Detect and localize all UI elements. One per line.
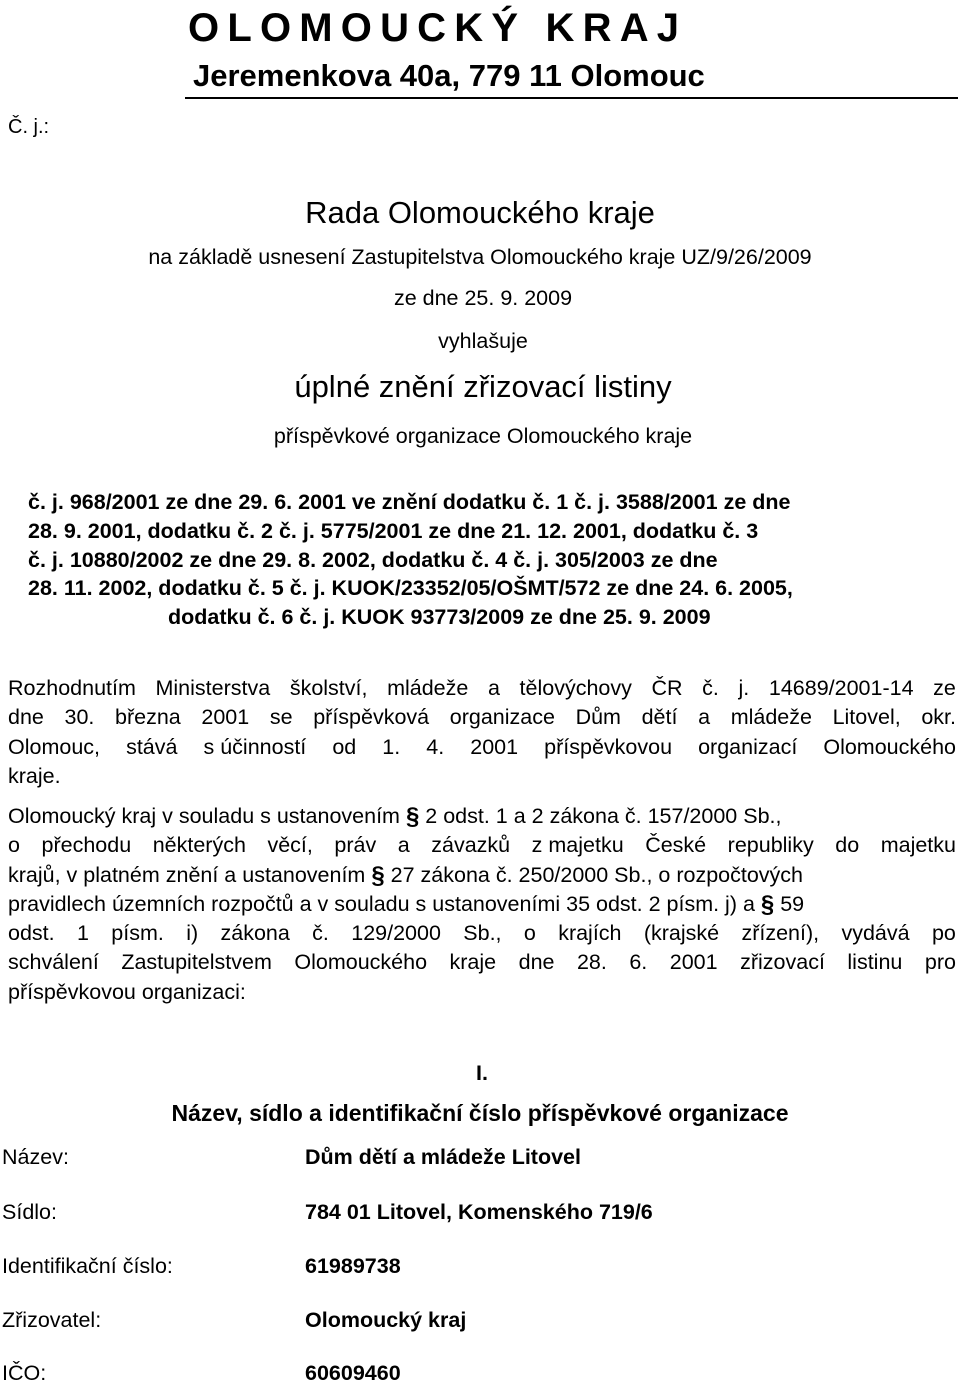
word: Olomouckého <box>823 734 956 759</box>
section-title: Název, sídlo a identifikační číslo příspěvkové organizace <box>171 1100 789 1126</box>
word: Dům <box>575 705 621 730</box>
name-value: Dům dětí a mládeže Litovel <box>305 1145 581 1169</box>
word: organizace <box>449 705 555 730</box>
word: příspěvková <box>313 705 430 730</box>
word: mládeže <box>730 705 812 730</box>
word: dne <box>518 950 555 975</box>
paragraph-line <box>8 703 956 732</box>
word: 129/2000 <box>351 921 441 946</box>
amendment-line: č. j. 968/2001 ze dne 29. 6. 2001 ve znění dodatku č. 1 č. j. 3588/2001 ze dne <box>28 490 791 514</box>
word: 2001 <box>201 705 250 730</box>
word: s účinností <box>203 734 307 759</box>
word: zákona <box>220 921 290 946</box>
word: vydává <box>841 921 910 946</box>
word: zřízení), <box>741 921 820 946</box>
word: po <box>931 921 956 946</box>
paragraph-line <box>8 831 956 860</box>
word: 4. <box>426 734 445 759</box>
paragraph-line <box>8 802 956 831</box>
word: přechodu <box>41 833 132 858</box>
word: j. <box>738 676 750 700</box>
seat-label: Sídlo: <box>2 1200 57 1224</box>
section-number: I. <box>476 1061 488 1085</box>
word: března <box>115 705 181 730</box>
ico-value: 60609460 <box>305 1361 401 1385</box>
word: Ministerstva <box>155 676 271 700</box>
word: Sb., <box>463 921 502 946</box>
id-number-value: 61989738 <box>305 1254 401 1278</box>
word: 14689/2001-14 <box>768 676 914 700</box>
region-address: Jeremenkova 40a, 779 11 Olomouc <box>193 58 705 93</box>
word: písm. <box>111 921 164 946</box>
amendment-line: 28. 11. 2002, dodatku č. 5 č. j. KUOK/23352/05/OŠMT/572 ze dne 24. 6. 2005, <box>28 576 793 601</box>
name-label: Název: <box>2 1145 69 1169</box>
amendment-line: dodatku č. 6 č. j. KUOK 93773/2009 ze dne 25. 9. 2009 <box>168 605 711 630</box>
word: o <box>8 833 20 858</box>
header-divider <box>185 97 958 99</box>
word: stává <box>126 734 178 759</box>
section-sign-icon: § <box>405 803 420 830</box>
word: republiky <box>727 833 814 858</box>
id-number-label: Identifikační číslo: <box>2 1254 173 1278</box>
word: a <box>397 833 410 858</box>
ministry-decision-paragraph <box>8 674 956 791</box>
word: zřizovací <box>740 950 825 975</box>
organization-type: příspěvkové organizace Olomouckého kraje <box>273 424 693 448</box>
paragraph-line: kraje. <box>8 763 61 788</box>
word: č. <box>312 921 329 946</box>
word: mládeže <box>387 676 469 700</box>
seat-value: 784 01 Litovel, Komenského 719/6 <box>305 1200 653 1224</box>
legal-basis-paragraph <box>8 802 956 1007</box>
word: Litovel, <box>832 705 901 730</box>
legal-text: Olomoucký kraj v souladu s ustanovením <box>8 804 406 828</box>
word: 6. <box>629 950 648 975</box>
word: odst. <box>8 921 55 946</box>
paragraph-line <box>8 674 956 703</box>
word: 28. <box>576 950 607 975</box>
word: schválení <box>8 950 99 975</box>
word: 30. <box>64 705 95 730</box>
legal-text: pravidlech územních rozpočtů a v souladu s ustanoveními 35 odst. 2 písm. j) a <box>8 891 761 916</box>
word: a <box>698 705 711 730</box>
word: České <box>645 833 707 858</box>
word: věcí, <box>267 833 313 858</box>
word: ČR <box>651 676 683 700</box>
word: některých <box>152 833 246 858</box>
word: Zastupitelstvem <box>121 950 272 975</box>
word: tělovýchovy <box>519 676 632 700</box>
council-heading: Rada Olomouckého kraje <box>305 195 655 230</box>
word: dne <box>8 705 44 730</box>
word: 1 <box>76 921 89 946</box>
document-title: úplné znění zřizovací listiny <box>294 369 672 404</box>
word: Olomouc, <box>8 734 101 759</box>
section-sign-icon: § <box>760 890 775 918</box>
word: závazků <box>431 833 511 858</box>
word: dětí <box>641 705 678 730</box>
word: Rozhodnutím <box>8 676 136 700</box>
word: krajích <box>558 921 622 946</box>
word: 2001 <box>669 950 718 975</box>
resolution-basis: na základě usnesení Zastupitelstva Olomouckého kraje UZ/9/26/2009 <box>148 245 812 269</box>
legal-text: 27 zákona č. 250/2000 Sb., o rozpočtových <box>384 862 803 887</box>
announces-text: vyhlašuje <box>438 329 528 353</box>
legal-text: 59 <box>774 891 805 916</box>
founder-label: Zřizovatel: <box>2 1308 102 1332</box>
paragraph-line <box>8 919 956 948</box>
paragraph-line <box>8 948 956 977</box>
paragraph-line: příspěvkovou organizaci: <box>8 979 246 1004</box>
word: se <box>269 705 293 730</box>
word: (krajské <box>643 921 720 946</box>
word: 2001 <box>470 734 519 759</box>
word: do <box>835 833 860 858</box>
word: listinu <box>847 950 903 975</box>
amendments-block <box>28 488 948 632</box>
word: organizací <box>698 734 798 759</box>
word: okr. <box>921 705 956 730</box>
word: ze <box>933 676 956 700</box>
word: o <box>523 921 536 946</box>
word: 1. <box>382 734 401 759</box>
paragraph-line <box>8 890 956 919</box>
word: od <box>332 734 357 759</box>
section-sign-icon: § <box>371 861 385 889</box>
word: Olomouckého <box>294 950 428 975</box>
resolution-date: ze dne 25. 9. 2009 <box>393 286 573 310</box>
word: školství, <box>289 676 368 700</box>
word: z majetku <box>531 833 624 858</box>
word: i) <box>186 921 199 946</box>
region-title: OLOMOUCKÝ KRAJ <box>188 6 688 50</box>
legal-text: krajů, v platném znění a ustanovením <box>8 862 372 887</box>
word: majetku <box>880 833 956 858</box>
legal-text: 2 odst. 1 a 2 zákona č. 157/2000 Sb., <box>419 804 782 828</box>
word: pro <box>924 950 956 975</box>
paragraph-line <box>8 861 956 890</box>
word: práv <box>334 833 377 858</box>
word: č. <box>702 676 719 700</box>
ico-label: IČO: <box>2 1361 47 1385</box>
amendment-line: č. j. 10880/2002 ze dne 29. 8. 2002, dodatku č. 4 č. j. 305/2003 ze dne <box>28 547 718 572</box>
word: kraje <box>449 950 497 975</box>
word: a <box>487 676 500 700</box>
amendment-line: 28. 9. 2001, dodatku č. 2 č. j. 5775/2001 ze dne 21. 12. 2001, dodatku č. 3 <box>28 518 759 543</box>
word: příspěvkovou <box>544 734 673 759</box>
reference-number-label: Č. j.: <box>8 116 50 138</box>
paragraph-line <box>8 733 956 762</box>
founder-value: Olomoucký kraj <box>305 1308 467 1332</box>
